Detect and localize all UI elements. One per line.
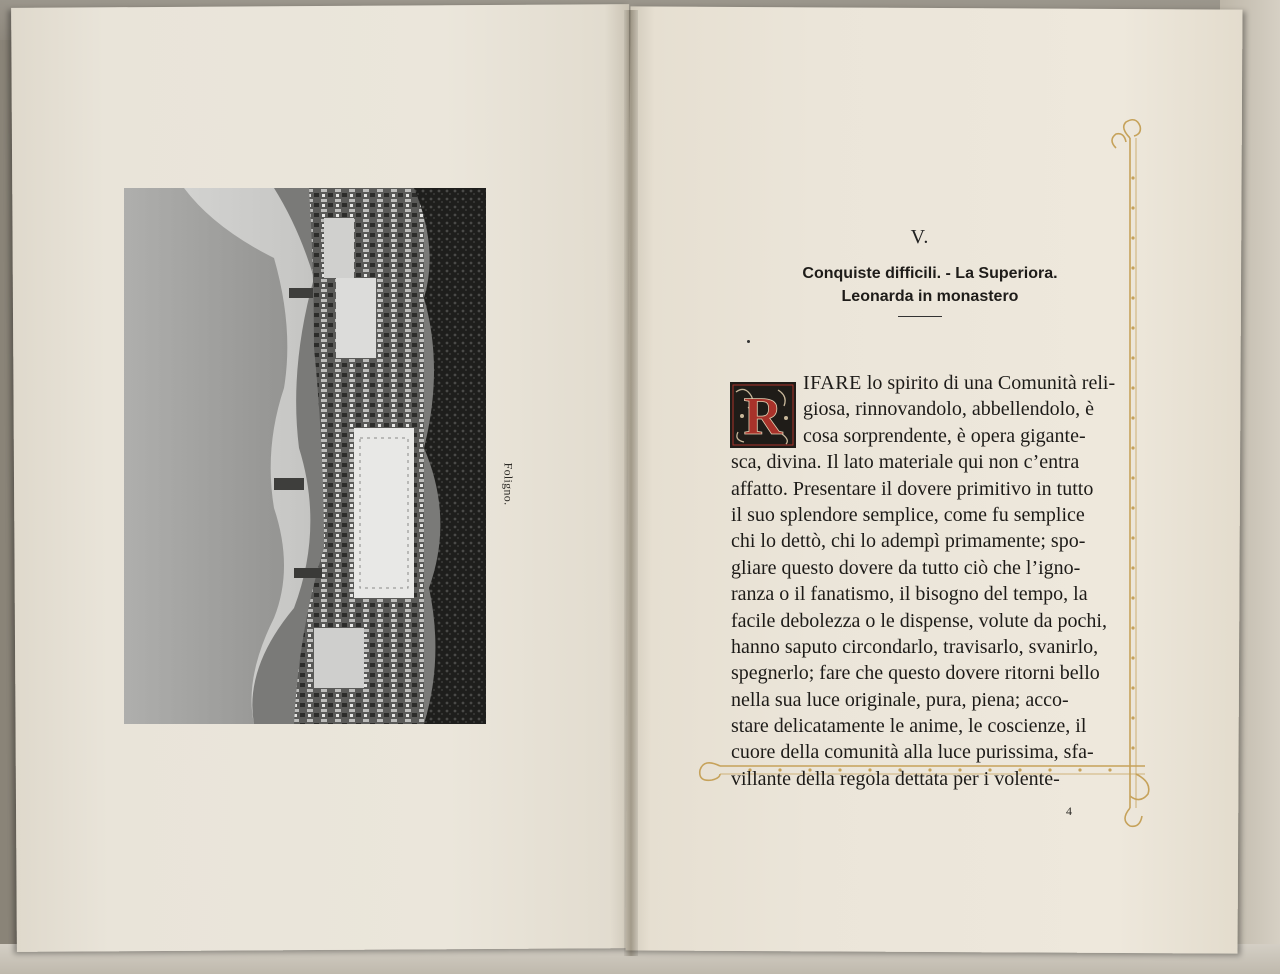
text-line: villante della regola dettata per i volente- (731, 767, 1060, 790)
text-line: spegnerlo; fare che questo dovere ritorni bello (731, 662, 1100, 685)
title-divider (898, 316, 942, 317)
text-line: IFARE lo spirito di una Comunità reli- (803, 372, 1116, 394)
body-text (731, 370, 1131, 792)
text-line: stare delicatamente le anime, le coscienze, il (731, 715, 1087, 738)
text-line: gliare questo dovere da tutto ciò che l’igno- (731, 556, 1081, 579)
town-photograph (124, 188, 486, 724)
text-line: chi lo dettò, chi lo adempì primamente; spo- (731, 530, 1086, 553)
first-word-rest: IFARE (803, 372, 862, 394)
text-line: sca, divina. Il lato materiale qui non c’entra (731, 451, 1080, 474)
chapter-title-line-2: Leonarda in monastero (841, 288, 1019, 305)
text-line: giosa, rinnovandolo, abbellendolo, è (803, 398, 1095, 421)
text-line: hanno saputo circondarlo, travisarlo, svanirlo, (731, 635, 1099, 658)
text-line: ranza o il fanatismo, il bisogno del tempo, la (731, 583, 1088, 606)
chapter-number: V. (910, 226, 930, 248)
text-line: affatto. Presentare il dovere primitivo in tutto (731, 477, 1094, 500)
text-line: cosa sorprendente, è opera gigante- (803, 424, 1086, 447)
chapter-title (740, 262, 1120, 308)
stray-dot (747, 340, 750, 343)
text-line: nella sua luce originale, pura, piena; acco- (731, 688, 1069, 711)
photo-caption: Foligno. (501, 462, 516, 506)
text-line: cuore della comunità alla luce purissima, sfa- (731, 741, 1094, 764)
photograph-image (124, 188, 486, 724)
page-number: 4 (1066, 804, 1072, 818)
text-line: facile debolezza o le dispense, volute da pochi, (731, 609, 1107, 632)
dropcap-letter: R (743, 386, 783, 446)
chapter-title-line-1: Conquiste difficili. - La Superiora. (802, 265, 1058, 282)
book-gutter (624, 10, 638, 956)
text-line: il suo splendore semplice, come fu semplice (731, 503, 1085, 526)
